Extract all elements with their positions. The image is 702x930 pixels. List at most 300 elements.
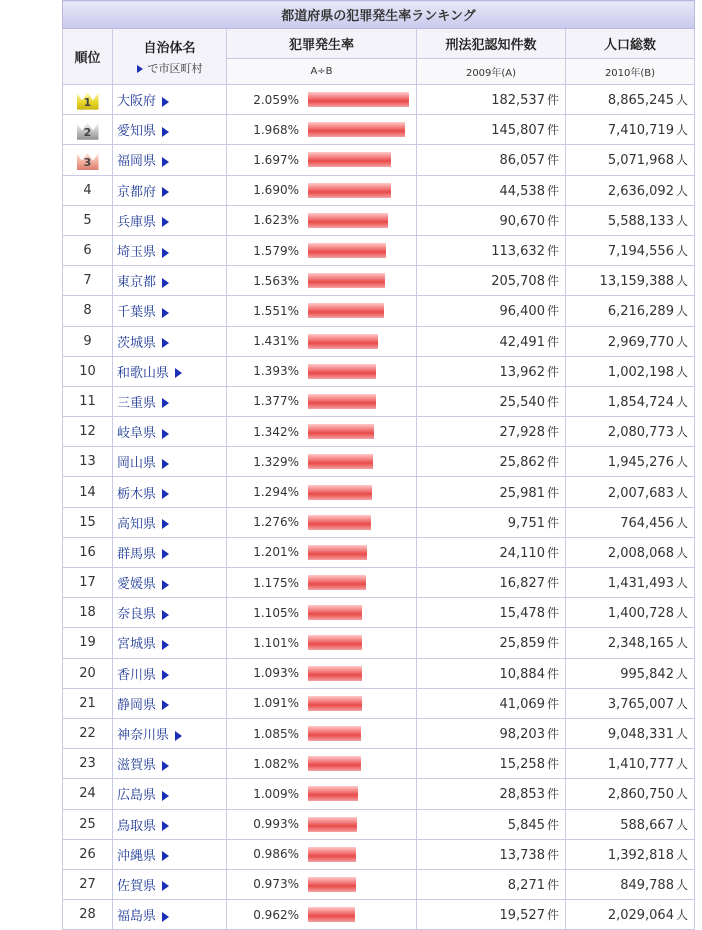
pref-link[interactable]: 奈良県 <box>117 607 157 623</box>
crown-icon <box>75 120 101 140</box>
table-row <box>63 749 695 779</box>
pref-link[interactable]: 愛知県 <box>117 124 157 140</box>
rate-cell <box>227 326 417 356</box>
rate-cell <box>227 598 417 628</box>
crimes-cell <box>417 145 566 175</box>
rate-bar <box>308 726 361 741</box>
pop-cell <box>566 417 695 447</box>
rate-bar <box>308 696 362 711</box>
arrow-right-icon[interactable] <box>162 761 169 771</box>
rate-cell <box>227 779 417 809</box>
rank-cell: 7 <box>63 266 113 296</box>
arrow-right-icon[interactable] <box>162 791 169 801</box>
pop-value: 5,588,133 <box>607 213 674 229</box>
pref-cell <box>113 507 227 537</box>
table-row <box>63 235 695 265</box>
pop-cell <box>566 507 695 537</box>
pref-link[interactable]: 鳥取県 <box>117 818 157 834</box>
crimes-cell <box>417 507 566 537</box>
pop-unit: 人 <box>675 425 688 440</box>
pref-link[interactable]: 千葉県 <box>117 305 157 321</box>
rank-cell <box>63 145 113 175</box>
pop-value: 7,194,556 <box>607 244 674 260</box>
pop-cell <box>566 296 695 326</box>
pop-cell <box>566 85 695 115</box>
crimes-value: 205,708 <box>491 274 545 290</box>
pref-cell <box>113 386 227 416</box>
crimes-cell <box>417 718 566 748</box>
crimes-value: 15,258 <box>499 757 545 773</box>
pref-cell <box>113 688 227 718</box>
rank-cell: 27 <box>63 869 113 899</box>
pop-value: 1,854,724 <box>607 394 674 410</box>
rank-cell: 23 <box>63 749 113 779</box>
crimes-value: 13,738 <box>499 847 545 863</box>
pop-header: 人口総数 <box>566 29 695 59</box>
rate-bar <box>308 243 386 258</box>
table-row <box>63 115 695 145</box>
pop-unit: 人 <box>675 817 688 832</box>
arrow-right-icon[interactable] <box>162 429 169 439</box>
rate-value: 1.009% <box>253 786 299 801</box>
crimes-cell <box>417 205 566 235</box>
arrow-right-icon[interactable] <box>162 459 169 469</box>
crimes-unit: 件 <box>546 636 559 651</box>
pop-unit: 人 <box>675 877 688 892</box>
pref-link[interactable]: 滋賀県 <box>117 758 157 774</box>
pref-cell <box>113 296 227 326</box>
table-row <box>63 205 695 235</box>
crimes-value: 25,540 <box>499 394 545 410</box>
pref-link[interactable]: 岐阜県 <box>117 426 157 442</box>
table-row <box>63 447 695 477</box>
pop-unit: 人 <box>675 666 688 681</box>
arrow-right-icon[interactable] <box>162 519 169 529</box>
rate-bar <box>308 394 376 409</box>
rate-bar <box>308 213 388 228</box>
rank-cell: 20 <box>63 658 113 688</box>
rank-cell: 26 <box>63 839 113 869</box>
pref-link[interactable]: 沖縄県 <box>117 848 157 864</box>
rate-value: 0.973% <box>253 877 299 892</box>
rate-value: 1.201% <box>253 545 299 560</box>
pref-header-label: 自治体名 <box>143 41 196 56</box>
pref-cell <box>113 568 227 598</box>
arrow-right-icon[interactable] <box>162 580 169 590</box>
crimes-cell <box>417 688 566 718</box>
pref-header-sub[interactable] <box>113 60 226 76</box>
pref-link[interactable]: 三重県 <box>117 395 157 411</box>
table-row <box>63 266 695 296</box>
arrow-right-icon[interactable] <box>162 97 169 107</box>
rate-bar <box>308 183 391 198</box>
pop-unit: 人 <box>675 364 688 379</box>
pref-link[interactable]: 埼玉県 <box>117 245 157 261</box>
crimes-unit: 件 <box>546 485 559 500</box>
pop-value: 1,945,276 <box>607 455 674 471</box>
rank-header: 順位 <box>63 29 113 85</box>
pop-unit: 人 <box>675 244 688 259</box>
rate-bar <box>308 273 385 288</box>
table-row <box>63 628 695 658</box>
crimes-cell <box>417 749 566 779</box>
arrow-right-icon[interactable] <box>162 912 169 922</box>
pref-link[interactable]: 岡山県 <box>117 456 157 472</box>
ranking-table-wrapper <box>62 0 694 930</box>
table-row <box>63 85 695 115</box>
pop-cell <box>566 598 695 628</box>
crimes-value: 44,538 <box>499 183 545 199</box>
pop-cell <box>566 537 695 567</box>
rate-value: 1.276% <box>253 515 299 530</box>
pop-cell <box>566 266 695 296</box>
rank-cell: 13 <box>63 447 113 477</box>
crimes-cell <box>417 869 566 899</box>
pref-link[interactable]: 京都府 <box>117 184 157 200</box>
rate-cell <box>227 205 417 235</box>
pop-cell <box>566 235 695 265</box>
pref-cell <box>113 417 227 447</box>
crimes-cell <box>417 477 566 507</box>
pref-cell <box>113 477 227 507</box>
pref-cell <box>113 839 227 869</box>
pop-unit: 人 <box>675 123 688 138</box>
rate-bar <box>308 666 362 681</box>
rate-bar <box>308 786 358 801</box>
crimes-value: 182,537 <box>491 93 545 109</box>
crimes-unit: 件 <box>546 515 559 530</box>
rate-value: 0.993% <box>253 817 299 832</box>
pref-link[interactable]: 宮城県 <box>117 637 157 653</box>
pref-cell <box>113 749 227 779</box>
crimes-unit: 件 <box>546 364 559 379</box>
crimes-unit: 件 <box>546 425 559 440</box>
table-row <box>63 718 695 748</box>
crimes-value: 98,203 <box>499 727 545 743</box>
rate-bar <box>308 92 409 107</box>
pref-link[interactable]: 福岡県 <box>117 154 157 170</box>
rate-cell <box>227 145 417 175</box>
rate-value: 2.059% <box>253 92 299 107</box>
rate-bar <box>308 152 391 167</box>
pop-unit: 人 <box>675 334 688 349</box>
pop-unit: 人 <box>675 696 688 711</box>
rank-number: 3 <box>83 155 92 169</box>
pop-value: 2,348,165 <box>607 636 674 652</box>
pref-cell <box>113 718 227 748</box>
rate-cell <box>227 115 417 145</box>
rate-cell <box>227 356 417 386</box>
crown-icon <box>75 90 101 110</box>
table-row <box>63 598 695 628</box>
pop-cell <box>566 839 695 869</box>
pref-cell <box>113 779 227 809</box>
table-row <box>63 839 695 869</box>
pop-unit: 人 <box>675 394 688 409</box>
arrow-right-icon[interactable] <box>162 217 169 227</box>
pref-link[interactable]: 静岡県 <box>117 697 157 713</box>
pop-cell <box>566 658 695 688</box>
crimes-value: 113,632 <box>491 244 545 260</box>
pref-header <box>113 29 227 85</box>
rate-bar <box>308 334 378 349</box>
pop-cell <box>566 477 695 507</box>
rank-cell: 9 <box>63 326 113 356</box>
crimes-cell <box>417 356 566 386</box>
rank-number: 1 <box>83 95 92 109</box>
pop-value: 2,007,683 <box>607 485 674 501</box>
pref-link[interactable]: 兵庫県 <box>117 214 157 230</box>
pop-value: 588,667 <box>620 817 674 833</box>
crimes-value: 27,928 <box>499 425 545 441</box>
rate-value: 1.551% <box>253 303 299 318</box>
rate-bar <box>308 545 367 560</box>
rate-value: 1.623% <box>253 213 299 228</box>
crimes-cell <box>417 115 566 145</box>
arrow-right-icon[interactable] <box>162 700 169 710</box>
arrow-right-icon[interactable] <box>162 670 169 680</box>
crimes-unit: 件 <box>546 123 559 138</box>
table-row <box>63 779 695 809</box>
table-row <box>63 869 695 899</box>
pref-cell <box>113 205 227 235</box>
rate-cell <box>227 235 417 265</box>
arrow-right-icon[interactable] <box>162 398 169 408</box>
pop-unit: 人 <box>675 93 688 108</box>
crimes-cell <box>417 266 566 296</box>
ranking-table <box>62 0 695 930</box>
arrow-right-icon[interactable] <box>162 187 169 197</box>
pop-unit: 人 <box>675 485 688 500</box>
pop-unit: 人 <box>675 274 688 289</box>
crimes-cell <box>417 417 566 447</box>
rate-subheader: A÷B <box>227 59 417 85</box>
crimes-cell <box>417 809 566 839</box>
crimes-value: 86,057 <box>499 153 545 169</box>
crimes-cell <box>417 235 566 265</box>
pref-cell <box>113 115 227 145</box>
pop-cell <box>566 749 695 779</box>
rate-value: 1.377% <box>253 394 299 409</box>
rate-value: 0.962% <box>253 907 299 922</box>
arrow-right-icon[interactable] <box>162 489 169 499</box>
table-row <box>63 568 695 598</box>
pref-cell <box>113 447 227 477</box>
arrow-right-icon[interactable] <box>162 851 169 861</box>
crimes-value: 96,400 <box>499 304 545 320</box>
pref-link[interactable]: 佐賀県 <box>117 878 157 894</box>
arrow-right-icon[interactable] <box>175 368 182 378</box>
rate-cell <box>227 688 417 718</box>
pop-value: 9,048,331 <box>607 727 674 743</box>
pop-cell <box>566 145 695 175</box>
crimes-value: 41,069 <box>499 696 545 712</box>
crimes-unit: 件 <box>546 908 559 923</box>
pop-value: 2,860,750 <box>607 787 674 803</box>
rate-bar <box>308 485 372 500</box>
pop-unit: 人 <box>675 576 688 591</box>
rank-cell: 12 <box>63 417 113 447</box>
pref-cell <box>113 869 227 899</box>
crimes-value: 15,478 <box>499 606 545 622</box>
rank-cell: 6 <box>63 235 113 265</box>
crimes-value: 25,859 <box>499 636 545 652</box>
rate-value: 1.101% <box>253 635 299 650</box>
pop-cell <box>566 326 695 356</box>
rate-cell <box>227 417 417 447</box>
crimes-value: 145,807 <box>491 123 545 139</box>
rank-cell: 28 <box>63 900 113 930</box>
crimes-unit: 件 <box>546 304 559 319</box>
pop-unit: 人 <box>675 757 688 772</box>
pref-link[interactable]: 広島県 <box>117 788 157 804</box>
crimes-header: 刑法犯認知件数 <box>417 29 566 59</box>
crimes-cell <box>417 85 566 115</box>
pref-cell <box>113 326 227 356</box>
rank-cell <box>63 115 113 145</box>
pref-cell <box>113 628 227 658</box>
rank-cell: 15 <box>63 507 113 537</box>
rate-cell <box>227 477 417 507</box>
pref-link[interactable]: 高知県 <box>117 516 157 532</box>
rank-cell: 22 <box>63 718 113 748</box>
pop-cell <box>566 779 695 809</box>
rank-cell: 17 <box>63 568 113 598</box>
rate-bar <box>308 817 357 832</box>
crimes-value: 10,884 <box>499 666 545 682</box>
crimes-unit: 件 <box>546 877 559 892</box>
pref-link[interactable]: 茨城県 <box>117 335 157 351</box>
arrow-right-icon[interactable] <box>175 731 182 741</box>
arrow-right-icon[interactable] <box>162 127 169 137</box>
pop-value: 2,029,064 <box>607 908 674 924</box>
rate-value: 1.697% <box>253 152 299 167</box>
crimes-value: 8,271 <box>507 877 545 893</box>
rate-cell <box>227 809 417 839</box>
pop-cell <box>566 386 695 416</box>
pref-link[interactable]: 愛媛県 <box>117 577 157 593</box>
pop-cell <box>566 205 695 235</box>
pop-value: 2,080,773 <box>607 425 674 441</box>
table-body <box>63 85 695 930</box>
pop-cell <box>566 115 695 145</box>
rate-bar <box>308 424 374 439</box>
arrow-right-icon[interactable] <box>162 157 169 167</box>
rank-cell: 5 <box>63 205 113 235</box>
crimes-value: 19,527 <box>499 908 545 924</box>
rank-cell: 21 <box>63 688 113 718</box>
rate-value: 0.986% <box>253 847 299 862</box>
pop-value: 8,865,245 <box>607 93 674 109</box>
pop-value: 1,002,198 <box>607 364 674 380</box>
crimes-value: 16,827 <box>499 576 545 592</box>
crimes-cell <box>417 447 566 477</box>
pop-value: 13,159,388 <box>599 274 674 290</box>
crimes-unit: 件 <box>546 576 559 591</box>
rank-cell: 11 <box>63 386 113 416</box>
crimes-unit: 件 <box>546 606 559 621</box>
pref-link[interactable]: 栃木県 <box>117 486 157 502</box>
pref-cell <box>113 266 227 296</box>
crimes-unit: 件 <box>546 153 559 168</box>
pref-link[interactable]: 神奈川県 <box>117 728 170 744</box>
pref-link[interactable]: 香川県 <box>117 667 157 683</box>
pop-value: 1,431,493 <box>607 576 674 592</box>
table-row <box>63 175 695 205</box>
rate-cell <box>227 447 417 477</box>
rate-value: 1.342% <box>253 424 299 439</box>
crimes-value: 28,853 <box>499 787 545 803</box>
crimes-cell <box>417 296 566 326</box>
rank-cell: 14 <box>63 477 113 507</box>
rank-number: 2 <box>83 125 92 139</box>
rate-bar <box>308 122 405 137</box>
arrow-right-icon[interactable] <box>162 278 169 288</box>
rank-cell: 19 <box>63 628 113 658</box>
crown-icon <box>75 150 101 170</box>
pop-unit: 人 <box>675 606 688 621</box>
arrow-right-icon[interactable] <box>162 549 169 559</box>
arrow-right-icon[interactable] <box>162 881 169 891</box>
pop-unit: 人 <box>675 515 688 530</box>
table-row <box>63 537 695 567</box>
rank-cell: 8 <box>63 296 113 326</box>
table-row <box>63 507 695 537</box>
rate-cell <box>227 537 417 567</box>
pop-cell <box>566 688 695 718</box>
pop-unit: 人 <box>675 153 688 168</box>
rate-value: 1.393% <box>253 364 299 379</box>
arrow-right-icon[interactable] <box>162 821 169 831</box>
pop-unit: 人 <box>675 636 688 651</box>
arrow-right-icon[interactable] <box>162 338 169 348</box>
crimes-unit: 件 <box>546 727 559 742</box>
pref-cell <box>113 900 227 930</box>
rate-value: 1.105% <box>253 605 299 620</box>
rank-cell: 25 <box>63 809 113 839</box>
pref-link[interactable]: 福島県 <box>117 909 157 925</box>
rate-value: 1.175% <box>253 575 299 590</box>
pop-unit: 人 <box>675 545 688 560</box>
crimes-unit: 件 <box>546 696 559 711</box>
crimes-value: 90,670 <box>499 213 545 229</box>
rate-cell <box>227 869 417 899</box>
pop-unit: 人 <box>675 847 688 862</box>
pref-link[interactable]: 大阪府 <box>117 94 157 110</box>
rate-cell <box>227 85 417 115</box>
pref-link[interactable]: 東京都 <box>117 275 157 291</box>
crimes-cell <box>417 658 566 688</box>
pop-cell <box>566 356 695 386</box>
pref-cell <box>113 235 227 265</box>
pref-cell <box>113 85 227 115</box>
pop-cell <box>566 628 695 658</box>
pref-link[interactable]: 群馬県 <box>117 546 157 562</box>
arrow-right-icon[interactable] <box>162 308 169 318</box>
crimes-unit: 件 <box>546 93 559 108</box>
arrow-right-icon[interactable] <box>162 610 169 620</box>
table-title: 都道府県の犯罪発生率ランキング <box>63 1 695 29</box>
rate-bar <box>308 575 366 590</box>
pref-link[interactable]: 和歌山県 <box>117 365 170 381</box>
crimes-value: 13,962 <box>499 364 545 380</box>
crimes-unit: 件 <box>546 213 559 228</box>
rate-cell <box>227 900 417 930</box>
arrow-right-icon[interactable] <box>162 248 169 258</box>
arrow-right-icon[interactable] <box>162 640 169 650</box>
crimes-cell <box>417 568 566 598</box>
crimes-subheader: 2009年(A) <box>417 59 566 85</box>
